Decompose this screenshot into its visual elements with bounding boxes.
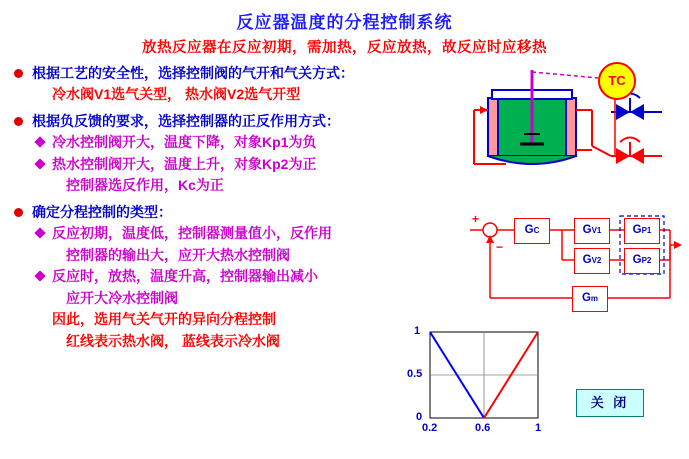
ytick-0-5: 0.5 xyxy=(407,368,423,380)
list-item xyxy=(14,64,464,82)
flow-arrow-icon xyxy=(480,106,488,114)
block-gp2-sub: P2 xyxy=(641,256,652,265)
block-gm-sub: m xyxy=(590,294,599,303)
list-item xyxy=(14,203,464,221)
block-gc-sub: C xyxy=(533,226,540,235)
list-item-label: 冷水阀V1选气关型， 热水阀V2选气开型 xyxy=(52,86,301,103)
block-gm xyxy=(572,286,608,312)
list-item xyxy=(14,289,464,307)
jacket-left xyxy=(488,98,498,156)
page-title: 反应器温度的分程控制系统 xyxy=(236,13,453,32)
list-item-label: 冷水控制阀开大，温度下降，对象Kp1为负 xyxy=(52,134,317,151)
list-item-label: 反应时，放热，温度升高，控制器输出减小 xyxy=(52,268,318,285)
tc-signal-line xyxy=(532,72,598,78)
block-gp2 xyxy=(624,248,660,274)
list-item xyxy=(14,224,464,242)
list-item xyxy=(14,133,464,151)
list-item xyxy=(14,332,464,350)
close-button[interactable]: 关 闭 xyxy=(576,389,644,417)
list-item xyxy=(14,112,464,130)
list-item xyxy=(14,85,464,103)
summing-junction xyxy=(483,223,497,237)
bullet-diamond-icon xyxy=(34,228,45,239)
list-item xyxy=(14,246,464,264)
sum-minus-sign: − xyxy=(496,240,504,254)
block-gv2-label: G xyxy=(582,254,592,267)
bullet-diamond-icon xyxy=(34,158,45,169)
reactor-bottom xyxy=(488,156,576,164)
xtick-0-2: 0.2 xyxy=(422,422,438,434)
xtick-0-6: 0.6 xyxy=(475,422,491,434)
block-gv2-sub: V2 xyxy=(591,256,602,265)
v2-actuator xyxy=(620,138,640,143)
bullet-dot-icon xyxy=(14,69,23,78)
reactor-schematic xyxy=(466,60,684,210)
list-item xyxy=(14,310,464,328)
bullet-diamond-icon xyxy=(34,137,45,148)
block-gp2-label: G xyxy=(632,254,642,267)
list-item-label: 因此，选用气关气开的异向分程控制 xyxy=(52,311,276,328)
block-gp1-sub: P1 xyxy=(641,226,652,235)
list-item-label: 反应初期，温度低，控制器测量值小，反作用 xyxy=(52,225,332,242)
list-item-label: 控制器选反作用，Kc为正 xyxy=(66,177,224,194)
reactor-svg xyxy=(466,60,684,210)
block-gp1 xyxy=(624,218,660,244)
list-item xyxy=(14,176,464,194)
xtick-1: 1 xyxy=(535,422,542,434)
list-item-label: 根据工艺的安全性，选择控制阀的气开和气关方式： xyxy=(32,65,354,81)
bullet-diamond-icon xyxy=(34,271,45,282)
bullet-dot-icon xyxy=(14,208,23,217)
sum-plus-sign: + xyxy=(472,212,480,226)
block-diagram xyxy=(466,208,684,318)
list-item-label: 热水控制阀开大，温度上升，对象Kp2为正 xyxy=(52,155,317,172)
block-gm-label: G xyxy=(581,292,591,305)
v1-body-left xyxy=(616,104,630,120)
list-item-label: 根据负反馈的要求，选择控制器的正反作用方式： xyxy=(32,112,340,129)
tc-controller-badge: TC xyxy=(598,62,636,100)
ytick-0: 0 xyxy=(416,411,423,423)
process-to-v2 xyxy=(592,146,611,156)
list-item xyxy=(14,155,464,173)
bullet-dot-icon xyxy=(14,117,23,126)
jacket-right xyxy=(566,98,576,156)
ytick-1: 1 xyxy=(414,325,421,337)
block-gv1-label: G xyxy=(582,224,592,237)
page-subtitle: 放热反应器在反应初期，需加热，反应放热，故反应时应移热 xyxy=(142,40,547,56)
bullet-list xyxy=(14,64,464,353)
block-gv1 xyxy=(574,218,610,244)
list-item-label: 控制器的输出大，应开大热水控制阀 xyxy=(66,246,290,263)
v2-body-left xyxy=(616,148,630,164)
list-item-label: 红线表示热水阀， 蓝线表示冷水阀 xyxy=(66,332,280,349)
block-gc-label: G xyxy=(524,224,534,237)
block-gv2 xyxy=(574,248,610,274)
output-arrow-icon xyxy=(674,241,682,249)
list-item xyxy=(14,267,464,285)
block-gv1-sub: V1 xyxy=(591,226,602,235)
list-item-label: 确定分程控制的类型： xyxy=(32,203,172,220)
list-item-label: 应开大冷水控制阀 xyxy=(66,289,178,306)
v1-body-right xyxy=(630,104,644,120)
split-range-chart xyxy=(404,322,554,447)
v2-body-right xyxy=(630,148,644,164)
block-gp1-label: G xyxy=(632,224,642,237)
block-gc xyxy=(514,218,550,244)
